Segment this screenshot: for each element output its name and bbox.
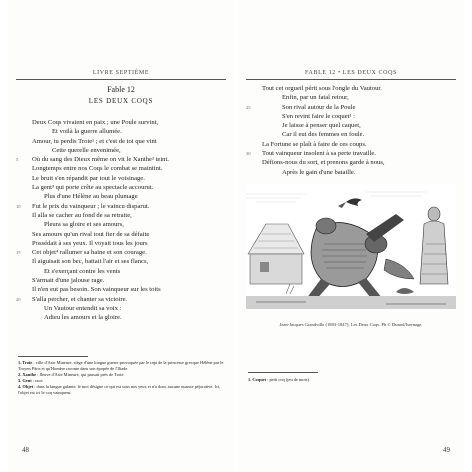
verse-text: Plus d'une Hélène au beau plumage [44, 193, 138, 201]
verse-text: Ses amours qu'un rival tout fier de sa défaite [32, 230, 150, 238]
verse-line [18, 276, 228, 285]
verse-text: Adieu les amours et la gloire. [44, 314, 122, 322]
verse-line [248, 112, 458, 121]
footnote-label: 1. Coquet [248, 377, 267, 382]
footnote-text: : petit coq (jeu de mots). [266, 377, 311, 382]
verse-text: La Fortune se plaît à faire de ces coups. [262, 140, 367, 148]
verse-line [18, 230, 228, 239]
verse-line [18, 267, 228, 276]
verse-line [18, 304, 228, 313]
verse-line [18, 220, 228, 229]
verse-line [18, 146, 228, 155]
running-head-left: LIVRE SEPTIÈME [92, 70, 150, 76]
line-number: 20 [16, 296, 21, 302]
line-number: 15 [16, 250, 21, 256]
verse-line [18, 285, 228, 294]
verse-text: Après le gain d'une bataille. [282, 168, 356, 176]
page-number-left: 48 [22, 446, 29, 454]
left-page [8, 0, 234, 472]
verse-text: Enfin, par un fatal retour, [282, 94, 349, 102]
footnote-label: 1. Troie [18, 360, 33, 365]
verse-line [18, 127, 228, 136]
line-number: 25 [246, 104, 251, 110]
verse-text: S'alla percher, et chanter sa victoire. [32, 295, 128, 303]
verse-block-right [248, 84, 458, 177]
footnote [248, 377, 454, 383]
footnote-text: : ville d'Asie Mineure, siège d'une longue guerre provoquée par le rapt de la princesse grecque Hélène par le Troyen Pâris et qu'Homère raconte dans son épopée de l'Iliade. [18, 360, 224, 371]
line-number: 5 [16, 157, 19, 163]
footnote-text: : race. [31, 377, 44, 383]
verse-text: Je laisse à penser quel caquet, [282, 122, 361, 130]
footnotes-left [18, 360, 224, 396]
verse-line [18, 155, 228, 164]
footnote [18, 360, 224, 371]
verse-text: Cette querelle envenimée, [52, 146, 121, 154]
verse-text: La gent³ qui porte crête au spectacle accourut. [32, 184, 154, 192]
footnotes-right [248, 377, 454, 383]
footnote-label: 4. Objet [18, 384, 34, 390]
verse-text: Pleura sa gloire et ses amours, [44, 221, 124, 229]
verse-line [248, 158, 458, 167]
verse-line [18, 183, 228, 192]
verse-text: S'en revint faire le coquet¹ : [282, 112, 355, 120]
fable-number: Fable 12 [107, 85, 135, 94]
verse-line [18, 202, 228, 211]
verse-text: Deux Coqs vivaient en paix ; une Poule survint, [32, 119, 159, 126]
footnote [18, 384, 224, 395]
footnote-rule [248, 372, 318, 373]
verse-text: Tout cet orgueil périt sous l'ongle du Vautour. [262, 85, 382, 92]
footnote-rule [18, 356, 88, 357]
verse-text: Cet objet⁴ rallumer sa haine et son courage. [32, 249, 147, 257]
verse-line [248, 140, 458, 149]
verse-text: Il n'en eut pas besoin. Son vainqueur sur les toits [32, 286, 161, 294]
verse-text: Son rival autour de la Poule [282, 103, 356, 111]
verse-line [18, 164, 228, 173]
footnote-text: : fleuve d'Asie Mineure, qui passait près de Troie. [36, 371, 125, 377]
line-number: 30 [246, 151, 251, 157]
verse-line [248, 130, 458, 139]
verse-text: Défions-nous du sort, et prenons garde à nous, [262, 159, 385, 167]
header-rule [246, 79, 456, 80]
illustration-caption: Jean-Jacques Grandville (1803-1847), Les Deux Coqs. Ph © Dunod/Isernage. [279, 322, 423, 327]
verse-text: Où du sang des Dieux même on vit le Xanthe² teint. [32, 156, 169, 164]
verse-text: Possédait à ses yeux. Il voyait tous les jours [32, 239, 148, 247]
verse-line [248, 121, 458, 130]
footnote-label: 2. Xanthe [18, 371, 37, 377]
line-number: 10 [16, 203, 21, 209]
running-head-right: FABLE 12 • LES DEUX COQS [305, 70, 397, 76]
verse-text: Amour, tu perdis Troie¹ ; et c'est de toi que vint [32, 137, 157, 145]
header-rule [16, 79, 226, 80]
verse-text: Et voilà la guerre allumée. [52, 128, 122, 136]
verse-line [18, 257, 228, 266]
verse-line [18, 137, 228, 146]
verse-line [18, 295, 228, 304]
verse-text: Un Vautour entendit sa voix : [44, 304, 122, 312]
verse-line [248, 103, 458, 112]
page-number-right: 49 [443, 446, 450, 454]
right-page [238, 0, 464, 472]
verse-line [18, 192, 228, 201]
verse-block-left [18, 118, 228, 323]
verse-line [248, 168, 458, 177]
verse-text: Car il eut des femmes en foule. [282, 131, 365, 139]
verse-line [248, 84, 458, 93]
verse-line [18, 174, 228, 183]
footnote-text: : dans la langue galante, le mot désigne ce qui est sous nos yeux et n'a donc aucune nuance péjorative. Ici, l'objet est ici le coq vainqueur. [18, 384, 221, 395]
verse-line [18, 239, 228, 248]
fable-title: LES DEUX COQS [88, 97, 154, 105]
verse-text: Il alla se cacher au fond de sa retraite, [32, 211, 132, 219]
verse-line [18, 211, 228, 220]
footnote [18, 372, 224, 378]
verse-text: Et s'exerçant contre les vents [44, 267, 121, 275]
verse-line [18, 248, 228, 257]
verse-text: S'armait d'une jalouse rage. [32, 277, 105, 285]
engraving-illustration [246, 184, 456, 309]
verse-text: Il aiguisait son bec, battait l'air et ses flancs, [32, 258, 149, 266]
verse-text: Longtemps entre nos Coqs le combat se maintint. [32, 165, 163, 173]
verse-text: Tout vainqueur insolent à sa perte travaille. [262, 150, 376, 158]
verse-text: Le bruit s'en répandit par tout le voisinage. [32, 174, 145, 182]
verse-text: Fut le prix du vainqueur ; le vaincu disparut. [32, 202, 150, 210]
verse-line [248, 93, 458, 102]
verse-line [18, 118, 228, 127]
footnote [18, 378, 224, 384]
footnote-label: 3. Gent [18, 377, 32, 383]
verse-line [248, 149, 458, 158]
verse-line [18, 313, 228, 322]
